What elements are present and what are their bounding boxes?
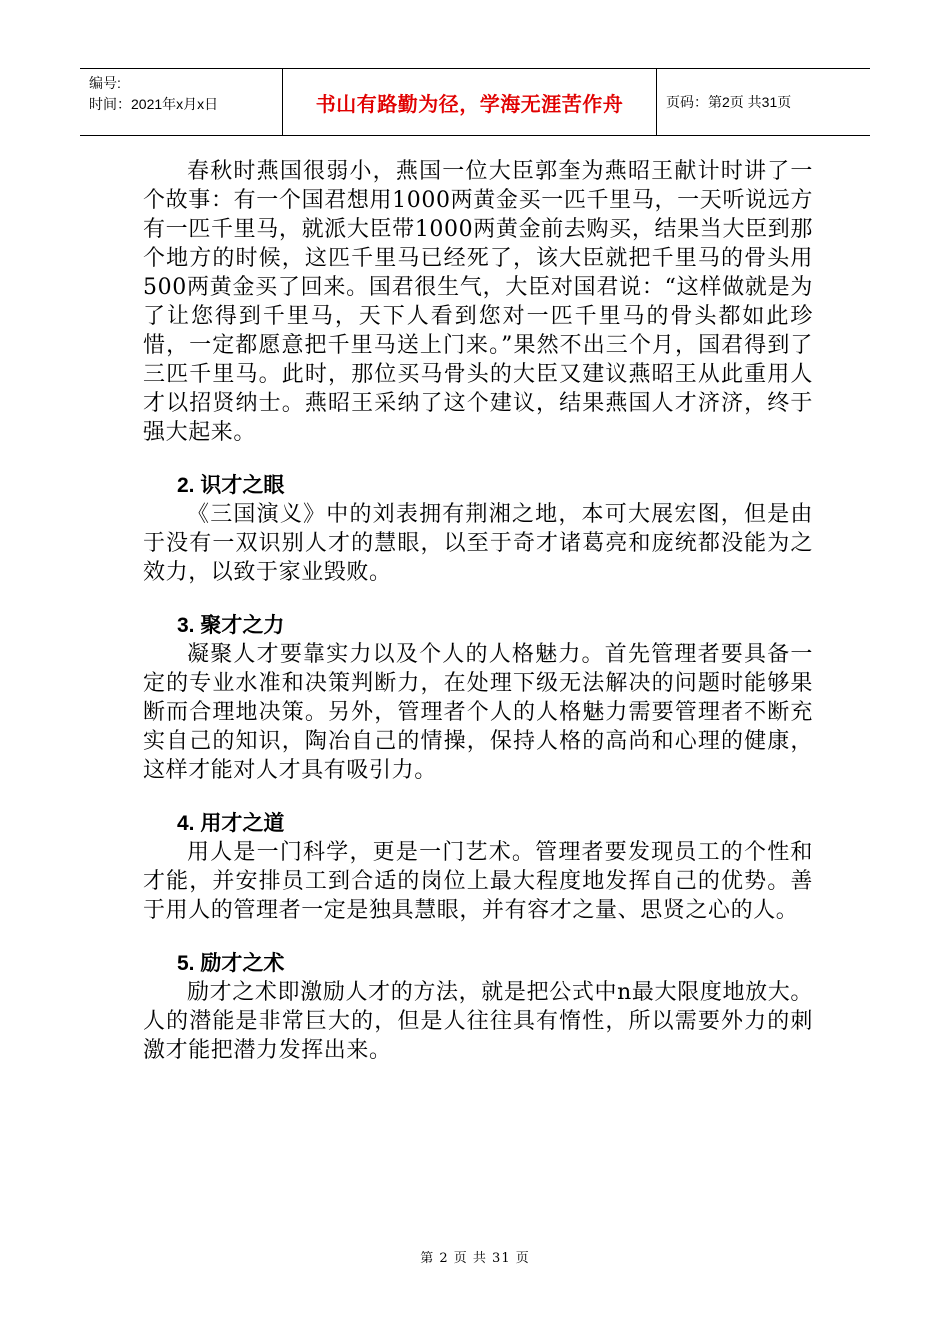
- document-body: [143, 157, 813, 1065]
- section-heading: 5. 励才之术: [177, 952, 285, 975]
- header-motto: 书山有路勤为径，学海无涯苦作舟: [283, 69, 657, 135]
- document-number-label: 编号:: [89, 75, 121, 91]
- page-header: [80, 68, 870, 136]
- header-page-info: 页码：第2页 共31页: [666, 94, 792, 110]
- section-paragraph: 《三国演义》中的刘表拥有荆湘之地，本可大展宏图，但是由于没有一双识别人才的慧眼，以至于奇才诸葛亮和庞统都没能为之效力，以致于家业毁败。: [143, 502, 813, 585]
- intro-paragraph: 春秋时燕国很弱小，燕国一位大臣郭奎为燕昭王献计时讲了一个故事：有一个国君想用1000两黄金买一匹千里马，一天听说远方有一匹千里马，就派大臣带1000两黄金前去购买，结果当大臣到那个地方的时候，这匹千里马已经死了，该大臣就把千里马的骨头用500两黄金买了回来。国君很生气，大臣对国君说：“这样做就是为了让您得到千里马，天下人看到您对一匹千里马的骨头都如此珍惜，一定都愿意把千里马送上门来。”果然不出三个月，国君得到了三匹千里马。此时，那位买马骨头的大臣又建议燕昭王从此重用人才以招贤纳士。燕昭王采纳了这个建议，结果燕国人才济济，终于强大起来。: [143, 159, 813, 445]
- section-paragraph: 用人是一门科学，更是一门艺术。管理者要发现员工的个性和才能，并安排员工到合适的岗位上最大程度地发挥自己的优势。善于用人的管理者一定是独具慧眼，并有容才之量、思贤之心的人。: [143, 840, 813, 923]
- document-date-label: 时间：2021年x月x日: [89, 96, 219, 112]
- header-meta-cell: [80, 69, 283, 135]
- page-footer: 第 2 页 共 31 页: [420, 1251, 530, 1266]
- section-heading: 2. 识才之眼: [177, 474, 285, 497]
- section-heading: 4. 用才之道: [177, 812, 285, 835]
- section-heading: 3. 聚才之力: [177, 614, 285, 637]
- section-paragraph: 励才之术即激励人才的方法，就是把公式中n最大限度地放大。人的潜能是非常巨大的，但是人往往具有惰性，所以需要外力的刺激才能把潜力发挥出来。: [143, 980, 813, 1063]
- section-paragraph: 凝聚人才要靠实力以及个人的人格魅力。首先管理者要具备一定的专业水准和决策判断力，在处理下级无法解决的问题时能够果断而合理地决策。另外，管理者个人的人格魅力需要管理者不断充实自己的知识，陶冶自己的情操，保持人格的高尚和心理的健康，这样才能对人才具有吸引力。: [143, 642, 813, 783]
